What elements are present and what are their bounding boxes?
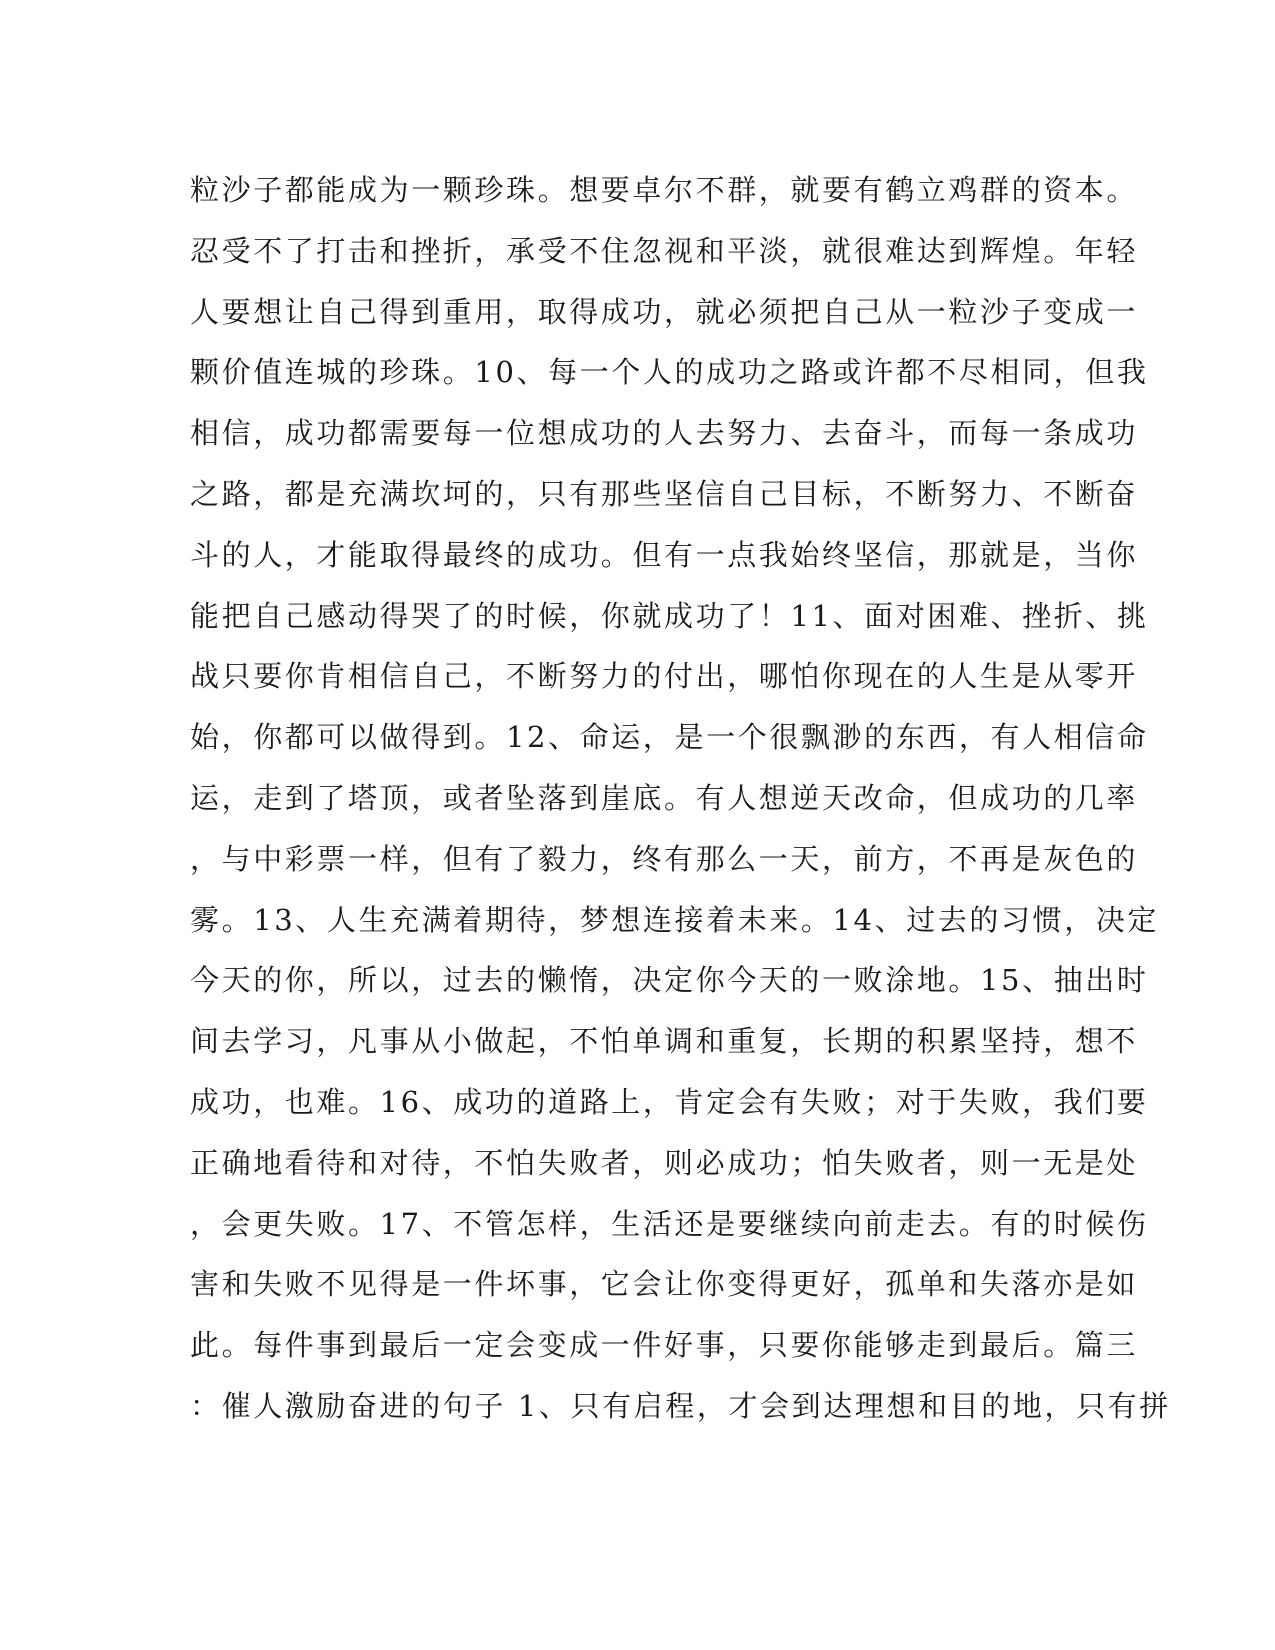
text-line: 人要想让自己得到重用，取得成功，就必须把自己从一粒沙子变成一 [190, 294, 1139, 329]
text-line: 能把自己感动得哭了的时候，你就成功了！11、面对困难、挫折、挑 [190, 598, 1149, 633]
text-line: 战只要你肯相信自己，不断努力的付出，哪怕你现在的人生是从零开 [190, 659, 1139, 694]
text-line: 害和失败不见得是一件坏事，它会让你变得更好，孤单和失落亦是如 [190, 1267, 1139, 1302]
text-line: 成功，也难。16、成功的道路上，肯定会有失败；对于失败，我们要 [190, 1084, 1149, 1119]
text-line: 雾。13、人生充满着期待，梦想连接着未来。14、过去的习惯，决定 [190, 902, 1160, 937]
text-line: 此。每件事到最后一定会变成一件好事，只要你能够走到最后。篇三 [190, 1328, 1139, 1363]
text-line: ：催人激励奋进的句子 1、只有启程，才会到达理想和目的地，只有拼 [190, 1388, 1171, 1423]
text-line: 间去学习，凡事从小做起，不怕单调和重复，长期的积累坚持，想不 [190, 1024, 1139, 1059]
text-line: 粒沙子都能成为一颗珍珠。想要卓尔不群，就要有鹤立鸡群的资本。 [190, 173, 1139, 207]
text-line: 始，你都可以做得到。12、命运，是一个很飘渺的东西，有人相信命 [190, 720, 1149, 755]
text-line: 忍受不了打击和挫折，承受不住忽视和平淡，就很难达到辉煌。年轻 [190, 233, 1139, 268]
text-line: 之路，都是充满坎坷的，只有那些坚信自己目标，不断努力、不断奋 [190, 476, 1139, 511]
text-line: 颗价值连城的珍珠。10、每一个人的成功之路或许都不尽相同，但我 [190, 355, 1149, 390]
body-text [190, 160, 1171, 1437]
text-line: 今天的你，所以，过去的懒惰，决定你今天的一败涂地。15、抽出时 [190, 963, 1149, 998]
text-line: 正确地看待和对待，不怕失败者，则必成功；怕失败者，则一无是处 [190, 1145, 1139, 1180]
text-line: ，会更失败。17、不管怎样，生活还是要继续向前走去。有的时候伤 [190, 1206, 1149, 1241]
text-line: 相信，成功都需要每一位想成功的人去努力、去奋斗，而每一条成功 [190, 416, 1139, 451]
text-line: 斗的人，才能取得最终的成功。但有一点我始终坚信，那就是，当你 [190, 537, 1139, 572]
text-line: ，与中彩票一样，但有了毅力，终有那么一天，前方，不再是灰色的 [190, 841, 1139, 876]
text-line: 运，走到了塔顶，或者坠落到崖底。有人想逆天改命，但成功的几率 [190, 780, 1139, 815]
